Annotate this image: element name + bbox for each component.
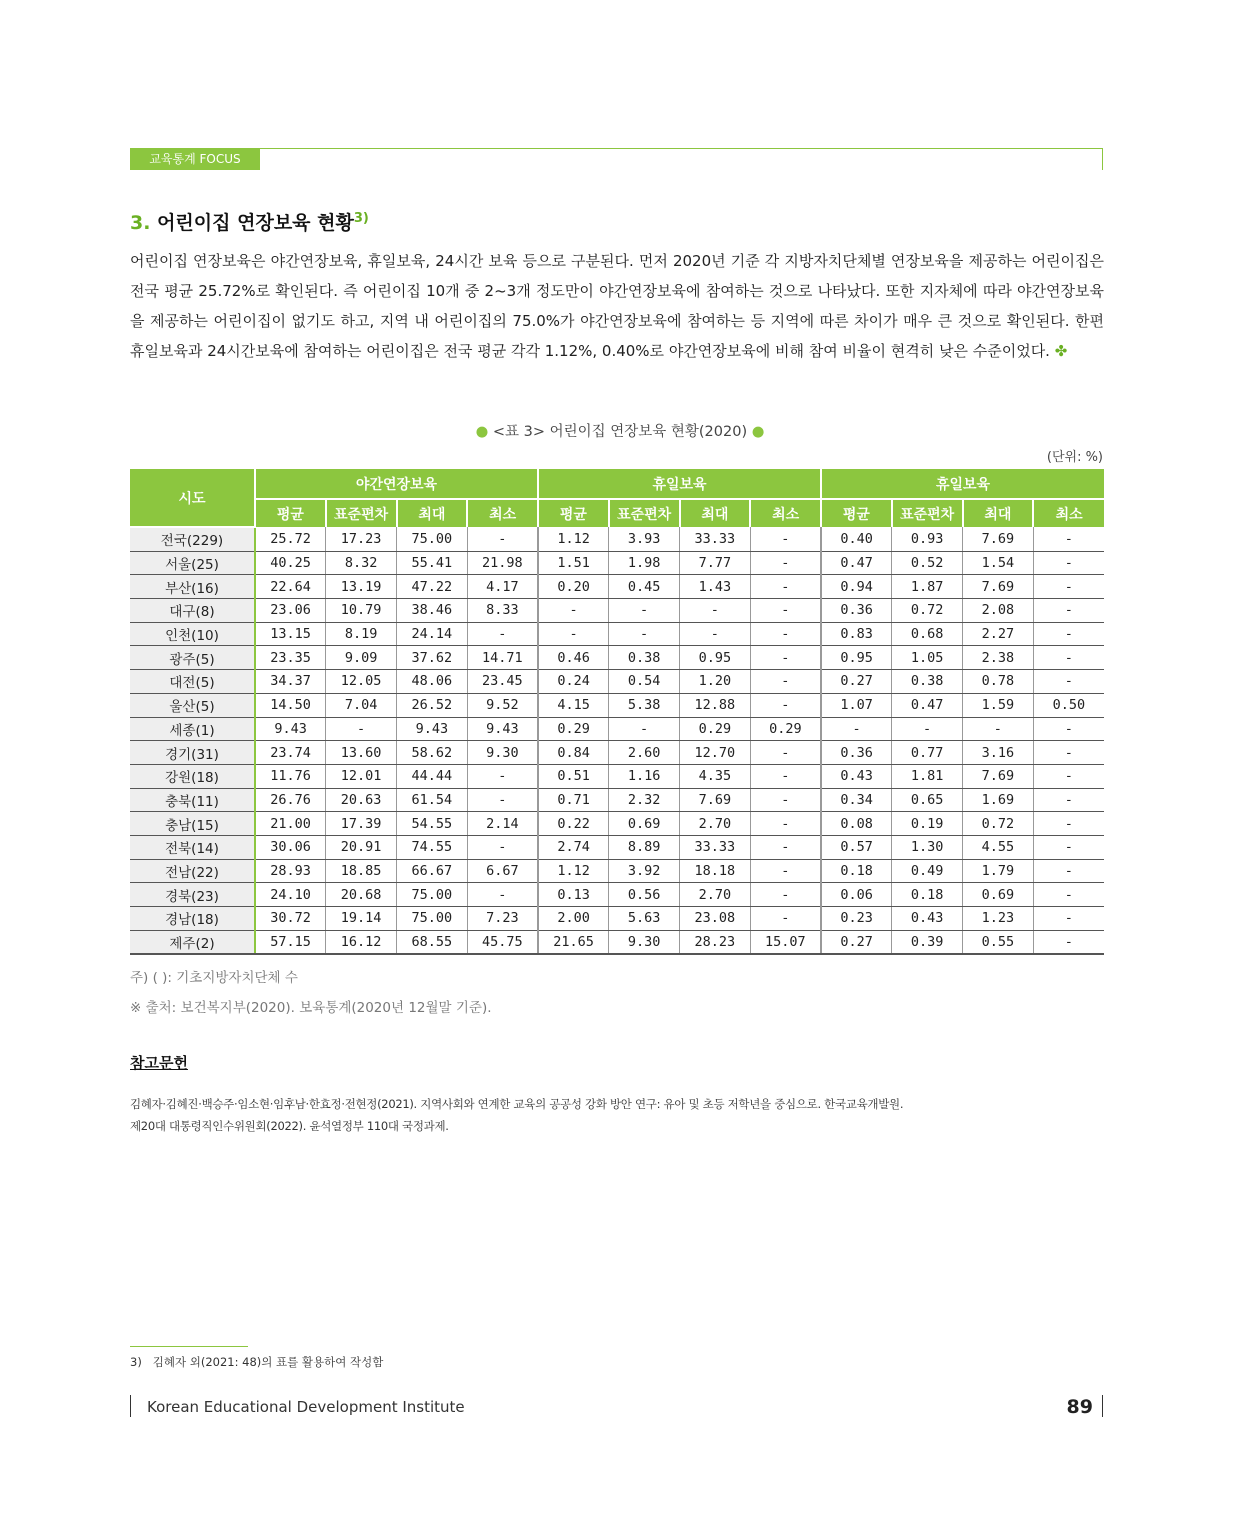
subheader-cell: 최대	[397, 499, 468, 527]
value-cell: 3.92	[609, 859, 680, 883]
value-cell: -	[1033, 764, 1104, 788]
value-cell: 66.67	[397, 859, 468, 883]
value-cell: -	[1033, 812, 1104, 836]
value-cell: 1.43	[680, 575, 751, 599]
value-cell: -	[750, 883, 821, 907]
value-cell: 9.52	[467, 693, 538, 717]
value-cell: -	[538, 622, 609, 646]
value-cell: 0.46	[538, 646, 609, 670]
value-cell: 4.17	[467, 575, 538, 599]
value-cell: 33.33	[680, 835, 751, 859]
value-cell: 0.20	[538, 575, 609, 599]
value-cell: 48.06	[397, 670, 468, 694]
value-cell: 3.93	[609, 527, 680, 551]
value-cell: 7.69	[963, 575, 1034, 599]
value-cell: 13.60	[326, 741, 397, 765]
table-note: 주) ( ): 기초지방자치단체 수	[130, 970, 298, 986]
value-cell: 0.22	[538, 812, 609, 836]
group-header-holiday: 휴일보육	[538, 469, 821, 499]
value-cell: 0.39	[892, 930, 963, 954]
value-cell: 23.08	[680, 907, 751, 931]
value-cell: 2.60	[609, 741, 680, 765]
value-cell: -	[609, 599, 680, 623]
value-cell: 16.12	[326, 930, 397, 954]
value-cell: 9.09	[326, 646, 397, 670]
value-cell: 2.27	[963, 622, 1034, 646]
reference-item: 김혜자·김혜진·백승주·임소현·임후남·한효정·전현정(2021). 지역사회와 연계한 교육의 공공성 강화 방안 연구: 유아 및 초등 저학년을 중심으로. 한국교육개발원.	[130, 1097, 904, 1111]
value-cell: 5.38	[609, 693, 680, 717]
section-heading	[130, 208, 369, 235]
value-cell: -	[750, 599, 821, 623]
region-cell: 세종(1)	[130, 717, 255, 741]
value-cell: 0.94	[821, 575, 892, 599]
value-cell: 7.69	[680, 788, 751, 812]
subheader-cell: 표준편차	[892, 499, 963, 527]
region-cell: 인천(10)	[130, 622, 255, 646]
value-cell: 0.47	[892, 693, 963, 717]
value-cell: -	[467, 835, 538, 859]
value-cell: 0.27	[821, 670, 892, 694]
value-cell: -	[1033, 741, 1104, 765]
table-row	[130, 646, 1104, 670]
value-cell: 0.69	[963, 883, 1034, 907]
value-cell: 1.54	[963, 551, 1034, 575]
page-number: 89	[1066, 1396, 1093, 1418]
value-cell: 0.27	[821, 930, 892, 954]
value-cell: -	[1033, 859, 1104, 883]
value-cell: 1.87	[892, 575, 963, 599]
value-cell: 13.15	[255, 622, 326, 646]
value-cell: 75.00	[397, 883, 468, 907]
value-cell: 44.44	[397, 764, 468, 788]
value-cell: -	[750, 835, 821, 859]
value-cell: -	[326, 717, 397, 741]
value-cell: 2.70	[680, 812, 751, 836]
value-cell: 24.10	[255, 883, 326, 907]
value-cell: 20.68	[326, 883, 397, 907]
value-cell: 68.55	[397, 930, 468, 954]
value-cell: 0.54	[609, 670, 680, 694]
value-cell: 0.08	[821, 812, 892, 836]
value-cell: 4.55	[963, 835, 1034, 859]
table-row	[130, 907, 1104, 931]
table-row	[130, 883, 1104, 907]
value-cell: 0.29	[750, 717, 821, 741]
value-cell: 8.89	[609, 835, 680, 859]
subheader-cell: 최소	[750, 499, 821, 527]
header-section-tag: 교육통계 FOCUS	[130, 148, 260, 170]
region-cell: 경기(31)	[130, 741, 255, 765]
value-cell: 17.23	[326, 527, 397, 551]
table-source: ※ 출처: 보건복지부(2020). 보육통계(2020년 12월말 기준).	[130, 1000, 492, 1016]
value-cell: 1.98	[609, 551, 680, 575]
value-cell: -	[609, 622, 680, 646]
value-cell: 75.00	[397, 527, 468, 551]
value-cell: 12.01	[326, 764, 397, 788]
value-cell: 0.38	[609, 646, 680, 670]
value-cell: -	[821, 717, 892, 741]
value-cell: -	[680, 622, 751, 646]
table-row	[130, 670, 1104, 694]
value-cell: -	[1033, 622, 1104, 646]
value-cell: 0.72	[963, 812, 1034, 836]
value-cell: 12.88	[680, 693, 751, 717]
value-cell: 1.79	[963, 859, 1034, 883]
value-cell: -	[750, 812, 821, 836]
value-cell: -	[1033, 670, 1104, 694]
value-cell: 74.55	[397, 835, 468, 859]
value-cell: 7.23	[467, 907, 538, 931]
value-cell: -	[750, 693, 821, 717]
value-cell: -	[467, 764, 538, 788]
value-cell: 0.34	[821, 788, 892, 812]
value-cell: -	[750, 741, 821, 765]
value-cell: -	[680, 599, 751, 623]
value-cell: 57.15	[255, 930, 326, 954]
value-cell: 9.30	[609, 930, 680, 954]
value-cell: 0.72	[892, 599, 963, 623]
value-cell: -	[1033, 930, 1104, 954]
value-cell: 23.06	[255, 599, 326, 623]
group-header-night: 야간연장보육	[255, 469, 538, 499]
footer-institute: Korean Educational Development Institute	[147, 1398, 465, 1416]
value-cell: 7.77	[680, 551, 751, 575]
value-cell: 34.37	[255, 670, 326, 694]
value-cell: -	[467, 788, 538, 812]
value-cell: 24.14	[397, 622, 468, 646]
value-cell: -	[750, 764, 821, 788]
value-cell: 0.65	[892, 788, 963, 812]
value-cell: 0.68	[892, 622, 963, 646]
value-cell: 0.43	[892, 907, 963, 931]
value-cell: 40.25	[255, 551, 326, 575]
value-cell: 18.85	[326, 859, 397, 883]
value-cell: 1.81	[892, 764, 963, 788]
value-cell: -	[750, 622, 821, 646]
footnote-reference[interactable]: 3)	[353, 211, 369, 226]
value-cell: 0.77	[892, 741, 963, 765]
value-cell: 4.35	[680, 764, 751, 788]
value-cell: 0.84	[538, 741, 609, 765]
value-cell: 15.07	[750, 930, 821, 954]
value-cell: 0.95	[680, 646, 751, 670]
value-cell: 0.13	[538, 883, 609, 907]
value-cell: 26.76	[255, 788, 326, 812]
value-cell: -	[750, 670, 821, 694]
region-cell: 강원(18)	[130, 764, 255, 788]
value-cell: 0.29	[538, 717, 609, 741]
table-row	[130, 551, 1104, 575]
header-rule-end	[1102, 148, 1103, 170]
value-cell: 1.23	[963, 907, 1034, 931]
value-cell: -	[1033, 646, 1104, 670]
value-cell: 23.35	[255, 646, 326, 670]
value-cell: -	[467, 622, 538, 646]
value-cell: -	[1033, 835, 1104, 859]
value-cell: 45.75	[467, 930, 538, 954]
region-cell: 전북(14)	[130, 835, 255, 859]
value-cell: 0.83	[821, 622, 892, 646]
reference-item: 제20대 대통령직인수위원회(2022). 윤석열정부 110대 국정과제.	[130, 1119, 449, 1133]
region-cell: 제주(2)	[130, 930, 255, 954]
body-text: 어린이집 연장보육은 야간연장보육, 휴일보육, 24시간 보육 등으로 구분된다. 먼저 2020년 기준 각 지방자치단체별 연장보육을 제공하는 어린이집은 전국 평균 25.72%로 확인된다. 즉 어린이집 10개 중 2~3개 정도만이 야간연장보육에 참여하는 것으로 나타났다. 또한 지자체에 따라 야간연장보육을 제공하는 어린이집이 없기도 하고, 지역 내 어린이집의 75.0%가 야간연장보육에 참여하는 등 지역에 따른 차이가 매우 큰 것으로 확인된다. 한편 휴일보육과 24시간보육에 참여하는 어린이집은 전국 평균 각각 1.12%, 0.40%로 야간연장보육에 비해 참여 비율이 현격히 낮은 수준이었다.	[130, 252, 1104, 360]
value-cell: 75.00	[397, 907, 468, 931]
value-cell: 2.74	[538, 835, 609, 859]
value-cell: -	[750, 551, 821, 575]
value-cell: 10.79	[326, 599, 397, 623]
value-cell: 23.45	[467, 670, 538, 694]
value-cell: -	[1033, 717, 1104, 741]
table-row	[130, 859, 1104, 883]
value-cell: 0.52	[892, 551, 963, 575]
footnote-divider	[130, 1346, 248, 1347]
value-cell: -	[538, 599, 609, 623]
bullet-dot-icon: ●	[751, 424, 765, 440]
value-cell: 1.12	[538, 859, 609, 883]
value-cell: -	[1033, 527, 1104, 551]
value-cell: -	[1033, 788, 1104, 812]
value-cell: 0.19	[892, 812, 963, 836]
value-cell: 12.05	[326, 670, 397, 694]
table-row	[130, 575, 1104, 599]
value-cell: 0.49	[892, 859, 963, 883]
table-row	[130, 788, 1104, 812]
value-cell: 0.45	[609, 575, 680, 599]
value-cell: 30.72	[255, 907, 326, 931]
value-cell: 38.46	[397, 599, 468, 623]
value-cell: 30.06	[255, 835, 326, 859]
subheader-cell: 최소	[1033, 499, 1104, 527]
value-cell: 21.65	[538, 930, 609, 954]
value-cell: 12.70	[680, 741, 751, 765]
value-cell: 1.51	[538, 551, 609, 575]
value-cell: 18.18	[680, 859, 751, 883]
value-cell: 1.16	[609, 764, 680, 788]
clover-icon: ✤	[1054, 342, 1068, 360]
value-cell: 54.55	[397, 812, 468, 836]
value-cell: 14.50	[255, 693, 326, 717]
value-cell: 37.62	[397, 646, 468, 670]
region-cell: 대전(5)	[130, 670, 255, 694]
value-cell: 9.43	[255, 717, 326, 741]
header-rule	[260, 148, 1103, 149]
value-cell: 0.40	[821, 527, 892, 551]
value-cell: 23.74	[255, 741, 326, 765]
subheader-cell: 최대	[963, 499, 1034, 527]
footnote: 3) 김혜자 외(2021: 48)의 표를 활용하여 작성함	[130, 1355, 384, 1369]
subheader-cell: 평균	[255, 499, 326, 527]
value-cell: 7.04	[326, 693, 397, 717]
subheader-cell: 표준편차	[326, 499, 397, 527]
table-row	[130, 527, 1104, 551]
table-row	[130, 599, 1104, 623]
value-cell: 0.95	[821, 646, 892, 670]
value-cell: 0.36	[821, 741, 892, 765]
table-row	[130, 717, 1104, 741]
region-cell: 경북(23)	[130, 883, 255, 907]
value-cell: 19.14	[326, 907, 397, 931]
value-cell: 2.32	[609, 788, 680, 812]
region-cell: 서울(25)	[130, 551, 255, 575]
value-cell: 1.05	[892, 646, 963, 670]
value-cell: 1.69	[963, 788, 1034, 812]
value-cell: 22.64	[255, 575, 326, 599]
value-cell: 0.29	[680, 717, 751, 741]
value-cell: 26.52	[397, 693, 468, 717]
value-cell: 2.08	[963, 599, 1034, 623]
group-header-holiday-2: 휴일보육	[821, 469, 1104, 499]
value-cell: 0.55	[963, 930, 1034, 954]
value-cell: 17.39	[326, 812, 397, 836]
value-cell: 9.30	[467, 741, 538, 765]
table-caption	[0, 420, 1240, 441]
table-row	[130, 622, 1104, 646]
value-cell: 1.30	[892, 835, 963, 859]
value-cell: 0.50	[1033, 693, 1104, 717]
value-cell: 33.33	[680, 527, 751, 551]
value-cell: 21.00	[255, 812, 326, 836]
value-cell: 1.59	[963, 693, 1034, 717]
table-row	[130, 764, 1104, 788]
value-cell: 21.98	[467, 551, 538, 575]
table-unit: (단위: %)	[1046, 450, 1103, 465]
value-cell: 0.71	[538, 788, 609, 812]
region-cell: 경남(18)	[130, 907, 255, 931]
value-cell: 14.71	[467, 646, 538, 670]
value-cell: 25.72	[255, 527, 326, 551]
value-cell: 0.47	[821, 551, 892, 575]
value-cell: 0.23	[821, 907, 892, 931]
value-cell: 0.24	[538, 670, 609, 694]
value-cell: 61.54	[397, 788, 468, 812]
table-row	[130, 741, 1104, 765]
region-cell: 충남(15)	[130, 812, 255, 836]
table-row	[130, 812, 1104, 836]
subheader-cell: 최대	[680, 499, 751, 527]
value-cell: -	[963, 717, 1034, 741]
table-row	[130, 693, 1104, 717]
value-cell: 0.18	[821, 859, 892, 883]
value-cell: 2.70	[680, 883, 751, 907]
references-title: 참고문헌	[130, 1054, 188, 1072]
value-cell: 3.16	[963, 741, 1034, 765]
value-cell: 0.93	[892, 527, 963, 551]
value-cell: 1.12	[538, 527, 609, 551]
table-caption-text: <표 3> 어린이집 연장보육 현황(2020)	[492, 424, 748, 440]
value-cell: 58.62	[397, 741, 468, 765]
value-cell: 9.43	[467, 717, 538, 741]
value-cell: 8.33	[467, 599, 538, 623]
value-cell: 28.23	[680, 930, 751, 954]
value-cell: 2.38	[963, 646, 1034, 670]
subheader-cell: 표준편차	[609, 499, 680, 527]
value-cell: 1.20	[680, 670, 751, 694]
section-title: 어린이집 연장보육 현황	[157, 212, 354, 234]
value-cell: 0.38	[892, 670, 963, 694]
value-cell: 0.56	[609, 883, 680, 907]
extended-care-table	[130, 469, 1104, 955]
region-cell: 충북(11)	[130, 788, 255, 812]
subheader-cell: 평균	[538, 499, 609, 527]
value-cell: 0.69	[609, 812, 680, 836]
value-cell: 13.19	[326, 575, 397, 599]
value-cell: -	[467, 527, 538, 551]
value-cell: 7.69	[963, 764, 1034, 788]
region-cell: 전국(229)	[130, 527, 255, 551]
value-cell: 0.18	[892, 883, 963, 907]
value-cell: -	[1033, 599, 1104, 623]
value-cell: 47.22	[397, 575, 468, 599]
value-cell: -	[609, 717, 680, 741]
subheader-cell: 평균	[821, 499, 892, 527]
value-cell: 20.91	[326, 835, 397, 859]
value-cell: -	[750, 527, 821, 551]
value-cell: -	[750, 907, 821, 931]
bullet-dot-icon: ●	[475, 424, 489, 440]
column-header-sido: 시도	[130, 469, 255, 527]
region-cell: 대구(8)	[130, 599, 255, 623]
footer-right-bar	[1102, 1395, 1103, 1417]
value-cell: -	[1033, 907, 1104, 931]
value-cell: 0.36	[821, 599, 892, 623]
region-cell: 부산(16)	[130, 575, 255, 599]
value-cell: 28.93	[255, 859, 326, 883]
region-cell: 광주(5)	[130, 646, 255, 670]
value-cell: 55.41	[397, 551, 468, 575]
value-cell: 2.14	[467, 812, 538, 836]
value-cell: 5.63	[609, 907, 680, 931]
value-cell: 0.06	[821, 883, 892, 907]
value-cell: 6.67	[467, 859, 538, 883]
value-cell: 0.43	[821, 764, 892, 788]
value-cell: 0.78	[963, 670, 1034, 694]
value-cell: 1.07	[821, 693, 892, 717]
table-row	[130, 835, 1104, 859]
value-cell: 20.63	[326, 788, 397, 812]
table-row	[130, 930, 1104, 954]
value-cell: -	[750, 575, 821, 599]
value-cell: -	[892, 717, 963, 741]
value-cell: -	[1033, 883, 1104, 907]
value-cell: 8.19	[326, 622, 397, 646]
value-cell: 9.43	[397, 717, 468, 741]
value-cell: 2.00	[538, 907, 609, 931]
value-cell: 8.32	[326, 551, 397, 575]
region-cell: 울산(5)	[130, 693, 255, 717]
value-cell: 7.69	[963, 527, 1034, 551]
footer-left-bar	[130, 1395, 131, 1417]
subheader-cell: 최소	[467, 499, 538, 527]
value-cell: -	[750, 646, 821, 670]
value-cell: 0.57	[821, 835, 892, 859]
value-cell: -	[750, 788, 821, 812]
value-cell: 4.15	[538, 693, 609, 717]
value-cell: 0.51	[538, 764, 609, 788]
value-cell: -	[1033, 575, 1104, 599]
body-paragraph	[130, 246, 1104, 366]
section-number: 3.	[130, 212, 151, 234]
value-cell: 11.76	[255, 764, 326, 788]
value-cell: -	[1033, 551, 1104, 575]
region-cell: 전남(22)	[130, 859, 255, 883]
value-cell: -	[750, 859, 821, 883]
value-cell: -	[467, 883, 538, 907]
